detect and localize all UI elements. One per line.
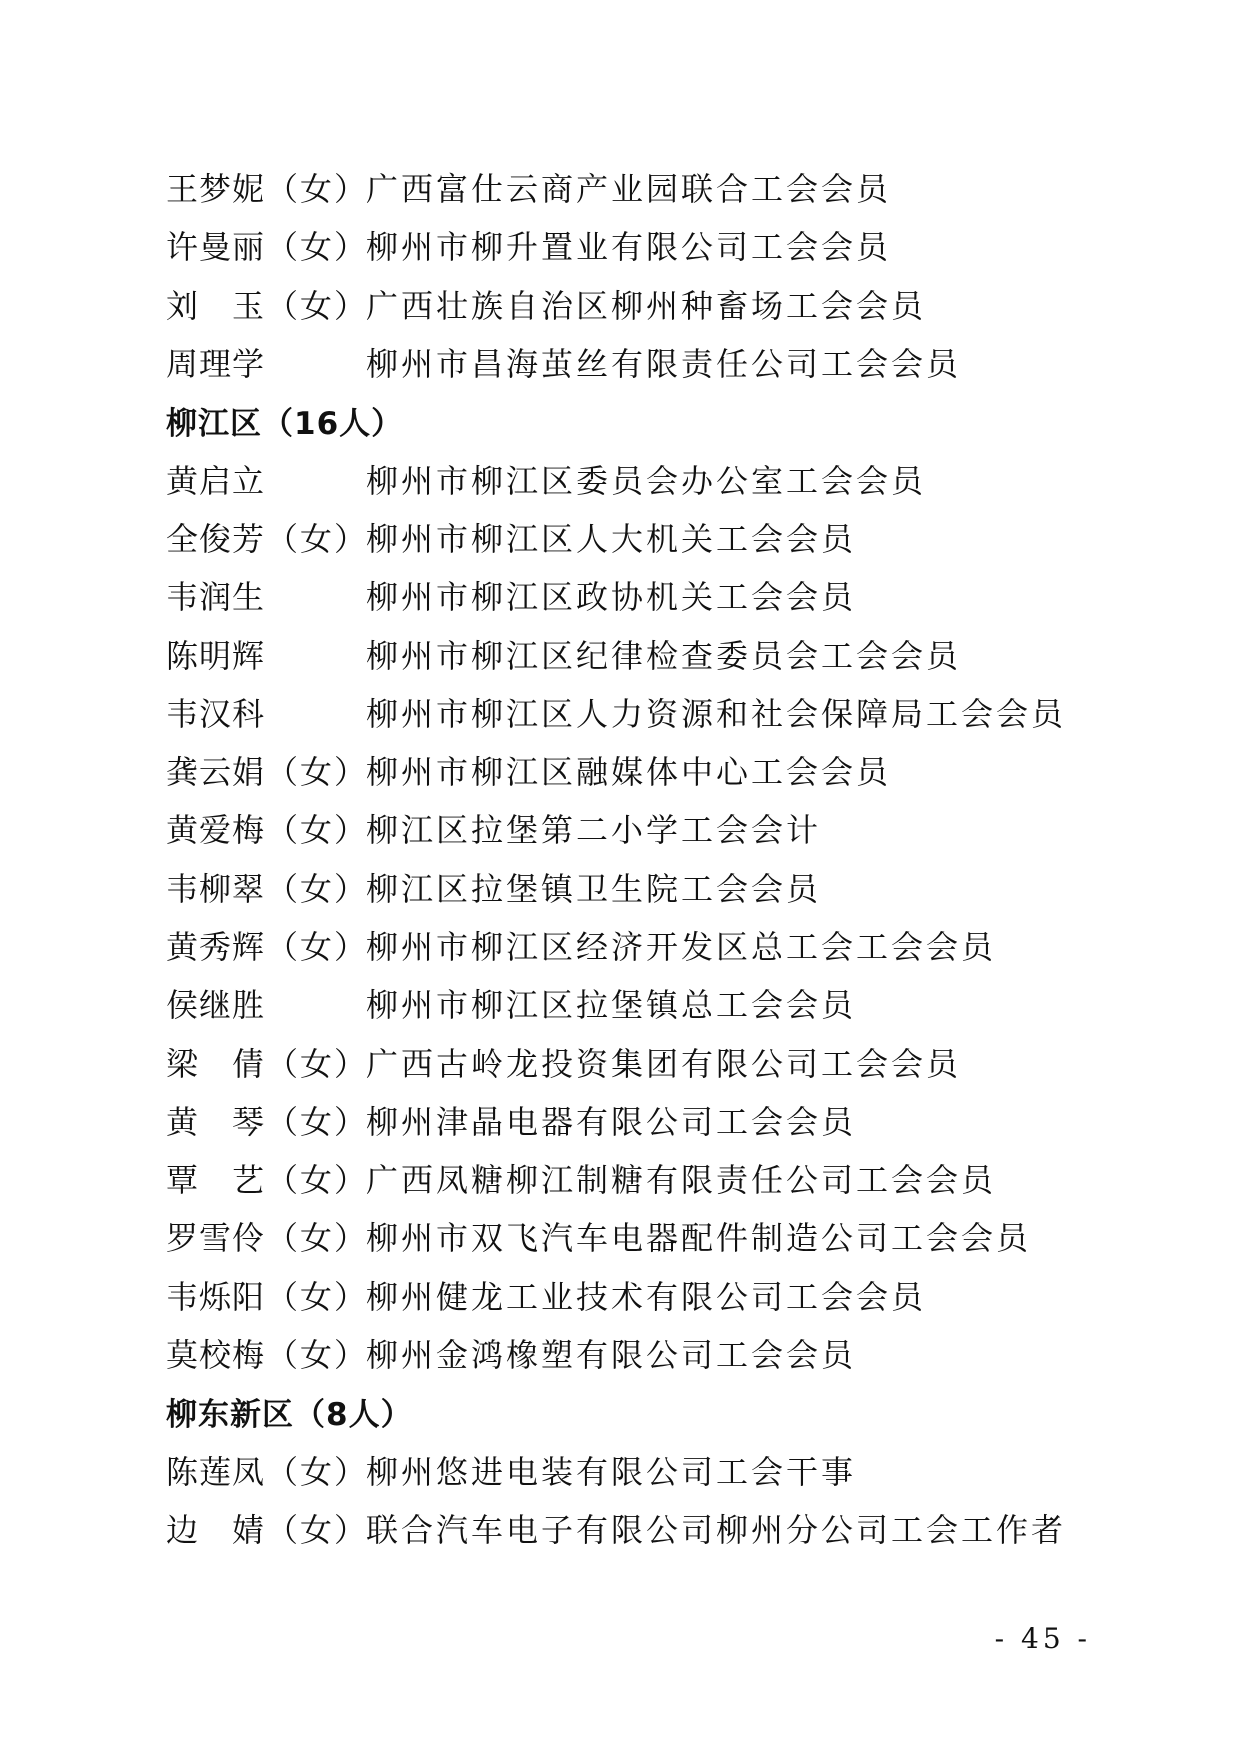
member-unit: 柳江区拉堡第二小学工会会计: [366, 811, 822, 850]
member-name-group: [166, 456, 366, 502]
member-entry: [166, 566, 1086, 624]
section-heading-text: 柳东新区（8人）: [166, 1396, 413, 1433]
member-entry: [166, 216, 1086, 274]
member-name-group: [166, 222, 369, 268]
member-name-group: [166, 1039, 369, 1085]
member-name: 许曼丽: [166, 228, 266, 267]
member-unit: 柳州悠进电装有限公司工会干事: [366, 1452, 857, 1491]
member-gender: （女）: [266, 1277, 369, 1316]
member-name: 韦柳翠: [166, 869, 266, 908]
member-gender: （女）: [266, 928, 369, 966]
member-unit: 柳州津晶电器有限公司工会会员: [366, 1102, 857, 1141]
member-name: 龚云娟: [166, 753, 266, 792]
member-name-group: [166, 1505, 369, 1551]
member-unit: 柳州市柳升置业有限公司工会会员: [366, 228, 892, 267]
member-entry: [166, 1499, 1086, 1557]
member-name: 黄 琴: [166, 1102, 266, 1141]
member-unit: 柳州市昌海茧丝有限责任公司工会会员: [366, 345, 962, 384]
member-name-group: [166, 1447, 369, 1493]
member-gender: （女）: [266, 753, 369, 792]
member-name: 王梦妮: [166, 170, 266, 209]
member-unit: 联合汽车电子有限公司柳州分公司工会工作者: [366, 1510, 1067, 1549]
member-name: 陈明辉: [166, 636, 266, 675]
member-unit: 柳州市柳江区纪律检查委员会工会会员: [366, 636, 962, 675]
member-name-group: [166, 281, 369, 327]
member-gender: （女）: [266, 1336, 369, 1375]
member-name-group: [166, 1272, 369, 1318]
member-name: 全俊芳: [166, 519, 266, 558]
member-name-group: [166, 980, 366, 1026]
member-entry: [166, 1091, 1086, 1149]
member-entry: [166, 624, 1086, 682]
section-heading: [166, 391, 1086, 449]
member-name: 刘 玉: [166, 286, 266, 325]
member-unit: 柳州市柳江区委员会办公室工会会员: [366, 461, 927, 500]
member-gender: （女）: [266, 170, 369, 209]
member-unit: 广西富仕云商产业园联合工会会员: [366, 170, 892, 209]
member-name-group: [166, 1155, 369, 1201]
member-name: 侯继胜: [166, 986, 266, 1025]
member-name-group: [166, 339, 366, 385]
member-name: 陈莲凤: [166, 1452, 266, 1491]
member-entry: [166, 1266, 1086, 1324]
member-unit: 广西凤糖柳江制糖有限责任公司工会会员: [366, 1161, 997, 1200]
member-gender: （女）: [266, 1452, 369, 1491]
member-unit: 柳州市柳江区拉堡镇总工会会员: [366, 986, 857, 1025]
member-name: 覃 艺: [166, 1161, 266, 1200]
member-name: 周理学: [166, 345, 266, 384]
member-name: 韦汉科: [166, 694, 266, 733]
member-unit: 柳州市双飞汽车电器配件制造公司工会会员: [366, 1219, 1032, 1258]
section-heading: [166, 1382, 1086, 1440]
member-name: 韦润生: [166, 578, 266, 617]
member-entry: [166, 333, 1086, 391]
member-name-group: [166, 805, 369, 851]
member-name-group: [166, 689, 366, 735]
member-name-group: [166, 1097, 369, 1143]
member-name-group: [166, 164, 369, 210]
section-heading-text: 柳江区（16人）: [166, 405, 404, 442]
member-gender: （女）: [266, 1044, 369, 1083]
member-entry: [166, 1032, 1086, 1090]
member-gender: （女）: [266, 811, 369, 850]
member-gender: （女）: [266, 1102, 369, 1141]
member-entry: [166, 741, 1086, 799]
member-entry: [166, 449, 1086, 507]
member-name: 黄秀辉: [166, 928, 266, 966]
member-entry: [166, 858, 1086, 916]
member-name: 边 婧: [166, 1510, 266, 1549]
member-name-group: [166, 1330, 369, 1376]
member-name: 黄启立: [166, 461, 266, 500]
member-name-group: [166, 514, 369, 560]
member-name: 韦烁阳: [166, 1277, 266, 1316]
member-list: [166, 158, 1086, 1557]
member-unit: 广西古岭龙投资集团有限公司工会会员: [366, 1044, 962, 1083]
member-gender: （女）: [266, 228, 369, 267]
member-gender: （女）: [266, 286, 369, 325]
member-name-group: [166, 864, 369, 910]
member-gender: （女）: [266, 869, 369, 908]
member-gender: （女）: [266, 1219, 369, 1258]
member-entry: [166, 799, 1086, 857]
member-unit: 柳州市柳江区经济开发区总工会工会会员: [366, 928, 997, 966]
member-entry: [166, 683, 1086, 741]
member-unit: 柳州市柳江区融媒体中心工会会员: [366, 753, 892, 792]
member-unit: 柳州市柳江区政协机关工会会员: [366, 578, 857, 617]
member-name-group: [166, 631, 366, 677]
member-entry: [166, 974, 1086, 1032]
member-unit: 柳州金鸿橡塑有限公司工会会员: [366, 1336, 857, 1375]
member-name: 梁 倩: [166, 1044, 266, 1083]
member-name: 黄爱梅: [166, 811, 266, 850]
member-entry: [166, 1149, 1086, 1207]
member-unit: 柳州健龙工业技术有限公司工会会员: [366, 1277, 927, 1316]
member-name-group: [166, 922, 369, 968]
member-name-group: [166, 747, 369, 793]
member-gender: （女）: [266, 1161, 369, 1200]
page-number: - 45 -: [994, 1622, 1091, 1655]
member-entry: [166, 1324, 1086, 1382]
member-entry: [166, 1207, 1086, 1265]
member-unit: 柳州市柳江区人大机关工会会员: [366, 519, 857, 558]
member-name: 罗雪伶: [166, 1219, 266, 1258]
member-gender: （女）: [266, 1510, 369, 1549]
member-entry: [166, 275, 1086, 333]
member-entry: [166, 508, 1086, 566]
member-name: 莫校梅: [166, 1336, 266, 1375]
member-unit: 广西壮族自治区柳州种畜场工会会员: [366, 286, 927, 325]
member-gender: （女）: [266, 519, 369, 558]
member-unit: 柳州市柳江区人力资源和社会保障局工会会员: [366, 694, 1067, 733]
member-entry: [166, 916, 1086, 974]
member-name-group: [166, 572, 366, 618]
member-name-group: [166, 1213, 369, 1259]
member-unit: 柳江区拉堡镇卫生院工会会员: [366, 869, 822, 908]
member-entry: [166, 158, 1086, 216]
member-entry: [166, 1441, 1086, 1499]
